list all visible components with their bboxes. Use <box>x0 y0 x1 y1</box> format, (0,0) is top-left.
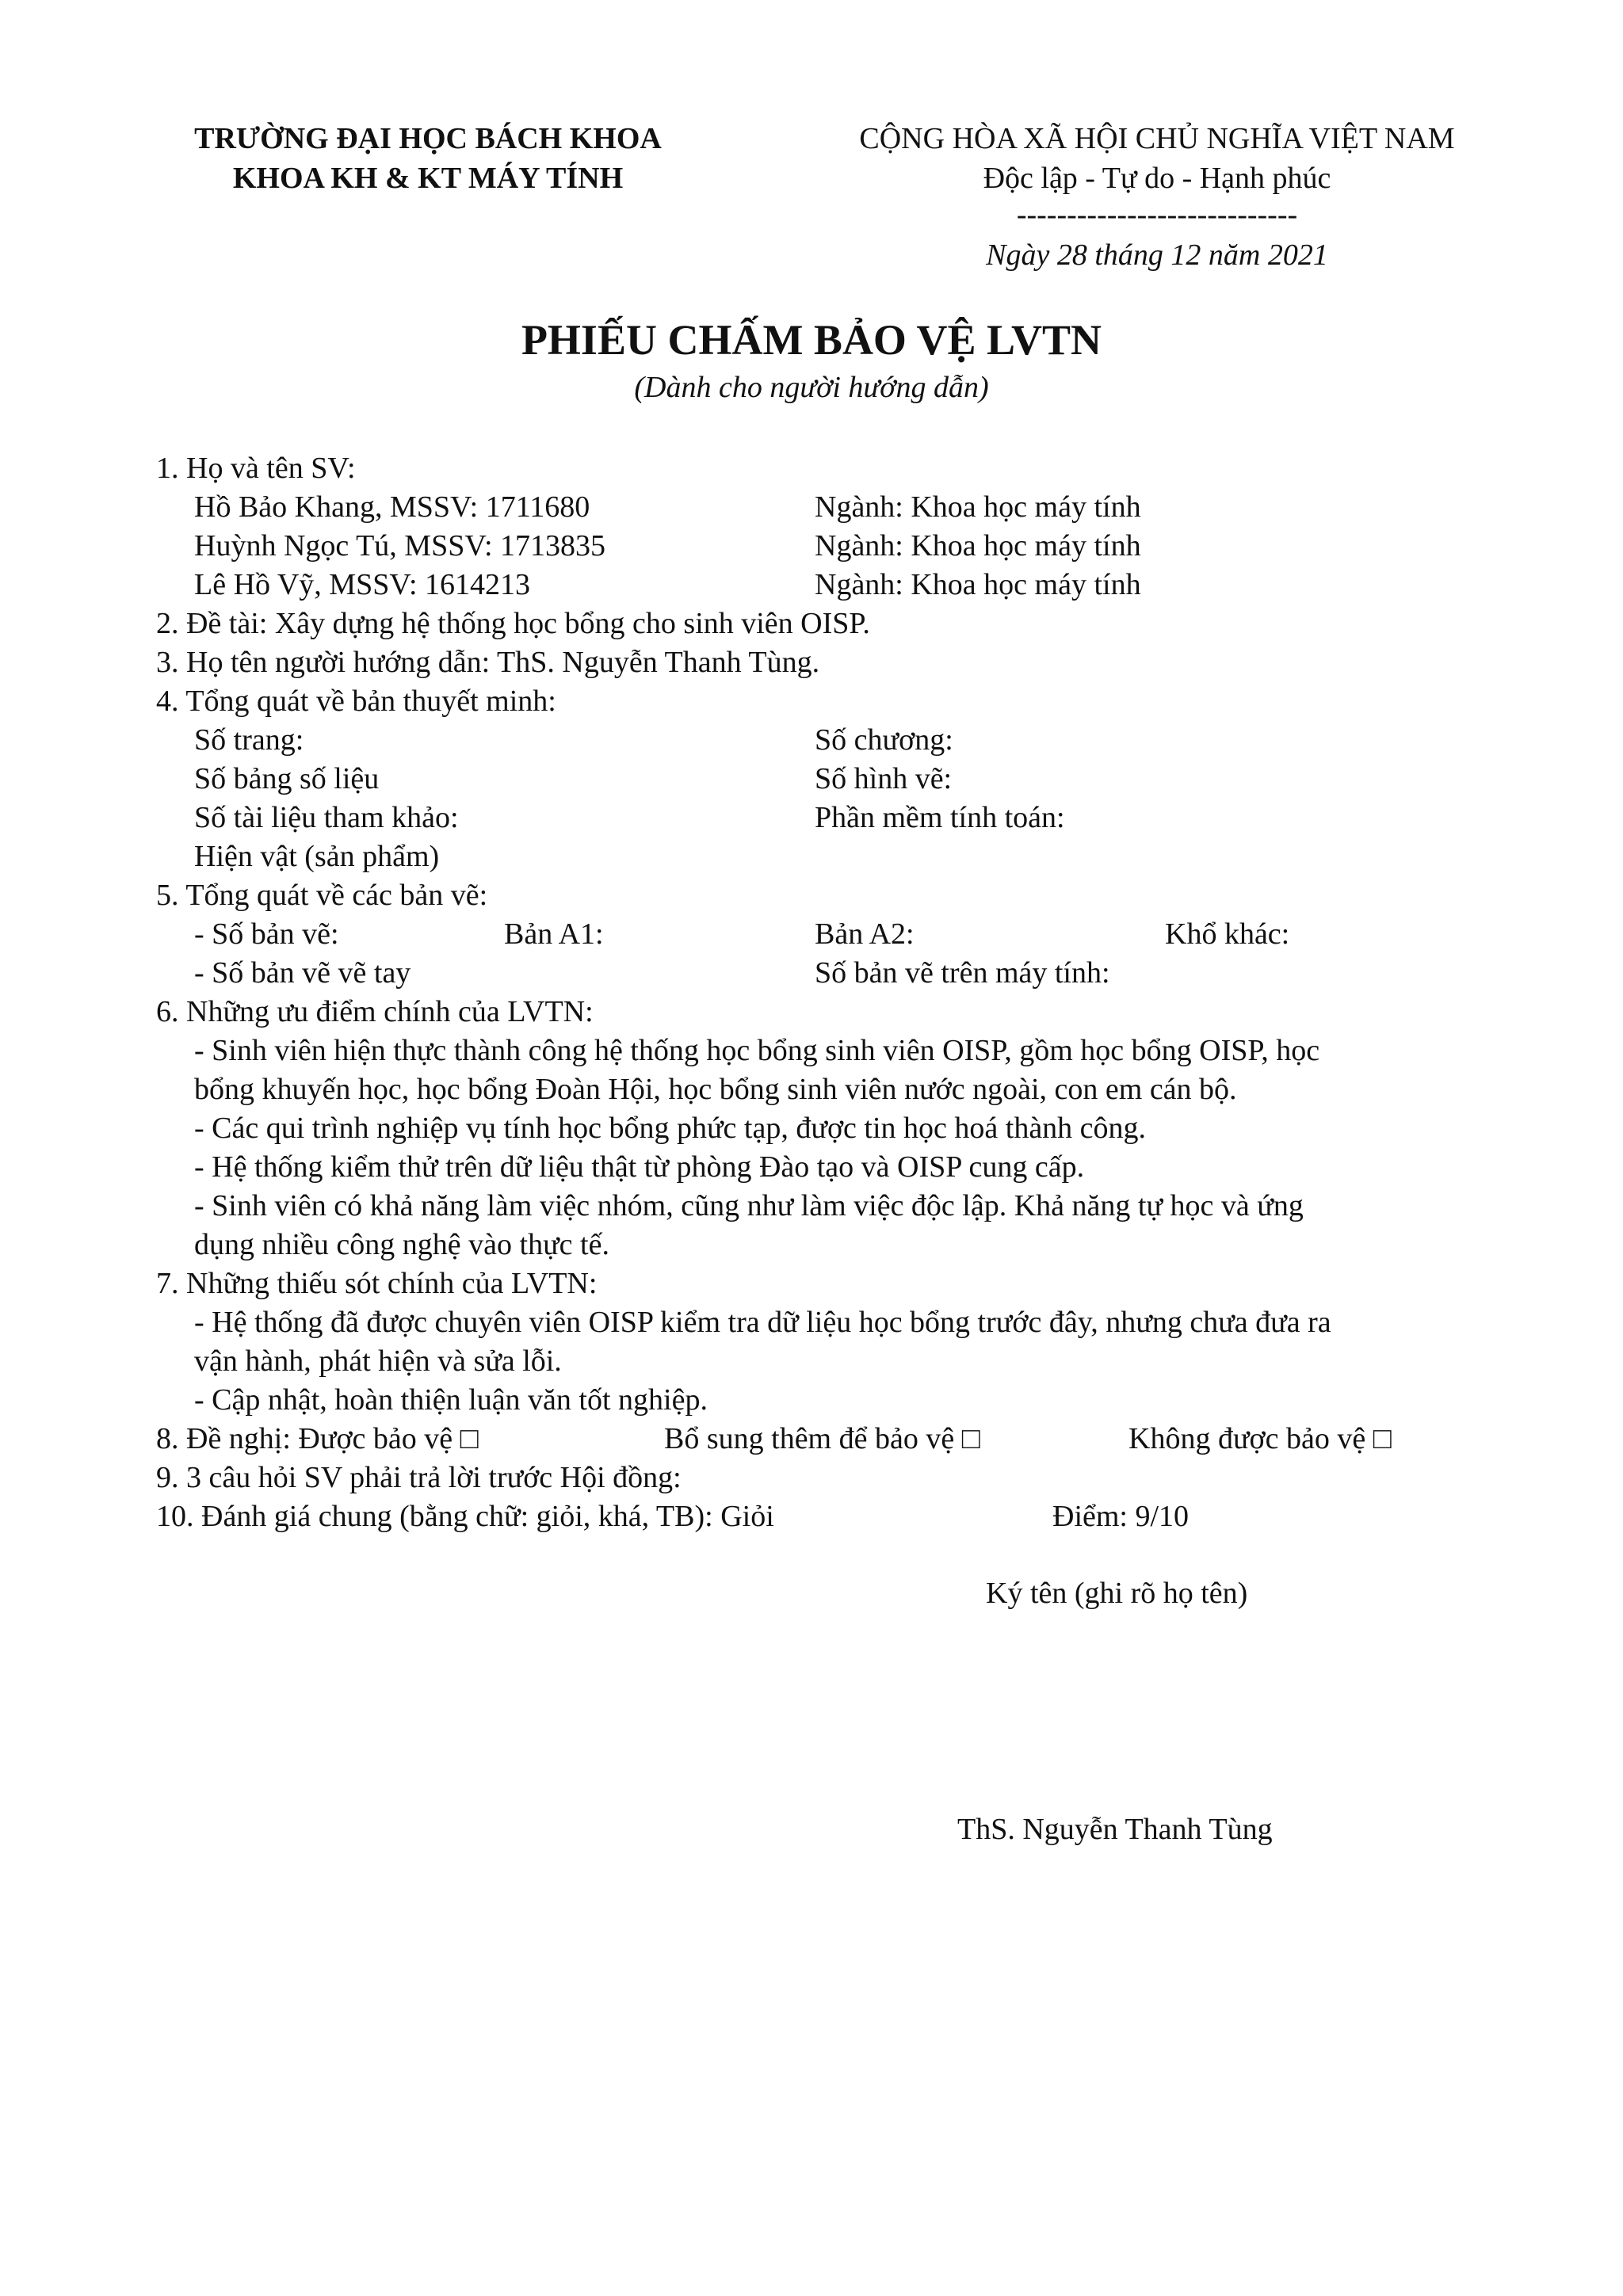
tables-count: Số bảng số liệu <box>194 762 380 795</box>
nation-name: CỘNG HÒA XÃ HỘI CHỦ NGHĨA VIỆT NAM <box>859 122 1455 155</box>
student-1-name: Hồ Bảo Khang, MSSV: 1711680 <box>194 490 590 524</box>
recommendation-not-defend: Không được bảo vệ □ <box>1128 1422 1392 1455</box>
strength-line: bổng khuyến học, học bổng Đoàn Hội, học bổng sinh viên nước ngoài, con em cán bộ. <box>194 1073 1237 1106</box>
figures-count: Số hình vẽ: <box>815 762 953 795</box>
section5-heading: 5. Tổng quát về các bản vẽ: <box>156 879 488 912</box>
student-1-major: Ngành: Khoa học máy tính <box>815 490 1141 524</box>
section4-heading: 4. Tổng quát về bản thuyết minh: <box>156 685 556 718</box>
other-size-count: Khổ khác: <box>1165 917 1290 951</box>
faculty-name: KHOA KH & KT MÁY TÍNH <box>232 162 624 195</box>
pages-count: Số trang: <box>194 723 304 757</box>
references-count: Số tài liệu tham khảo: <box>194 801 459 834</box>
a1-count: Bản A1: <box>504 917 604 951</box>
section7-heading: 7. Những thiếu sót chính của LVTN: <box>156 1267 598 1300</box>
form-title: PHIẾU CHẤM BẢO VỆ LVTN <box>521 316 1102 364</box>
chapters-count: Số chương: <box>815 723 953 757</box>
strength-line: dụng nhiều công nghệ vào thực tế. <box>194 1228 609 1261</box>
strength-line: - Sinh viên hiện thực thành công hệ thống học bổng sinh viên OISP, gồm học bổng OISP, học <box>194 1034 1320 1067</box>
computer-drawings-count: Số bản vẽ trên máy tính: <box>815 956 1110 990</box>
signature-label: Ký tên (ghi rõ họ tên) <box>986 1577 1248 1610</box>
recommendation-defend: 8. Đề nghị: Được bảo vệ □ <box>156 1422 479 1455</box>
weakness-line: vận hành, phát hiện và sửa lỗi. <box>194 1344 562 1378</box>
student-2-major: Ngành: Khoa học máy tính <box>815 529 1141 563</box>
form-subtitle: (Dành cho người hướng dẫn) <box>634 371 989 404</box>
signer-name: ThS. Nguyễn Thanh Tùng <box>957 1813 1273 1846</box>
section2-topic: 2. Đề tài: Xây dựng hệ thống học bổng cho sinh viên OISP. <box>156 607 870 640</box>
weakness-line: - Hệ thống đã được chuyên viên OISP kiểm tra dữ liệu học bổng trước đây, nhưng chưa đưa ra <box>194 1306 1331 1339</box>
national-motto: Độc lập - Tự do - Hạnh phúc <box>983 162 1331 195</box>
section1-heading: 1. Họ và tên SV: <box>156 452 356 485</box>
drawings-count: - Số bản vẽ: <box>194 917 339 951</box>
strength-line: - Sinh viên có khả năng làm việc nhóm, cũng như làm việc độc lập. Khả năng tự học và ứng <box>194 1189 1304 1222</box>
artifact: Hiện vật (sản phẩm) <box>194 840 440 873</box>
score: Điểm: 9/10 <box>1052 1500 1190 1533</box>
student-3-major: Ngành: Khoa học máy tính <box>815 568 1141 601</box>
strength-line: - Hệ thống kiểm thử trên dữ liệu thật từ phòng Đào tạo và OISP cung cấp. <box>194 1150 1085 1184</box>
section3-advisor: 3. Họ tên người hướng dẫn: ThS. Nguyễn Thanh Tùng. <box>156 646 820 679</box>
student-3-name: Lê Hồ Vỹ, MSSV: 1614213 <box>194 568 531 601</box>
section6-heading: 6. Những ưu điểm chính của LVTN: <box>156 995 594 1028</box>
weakness-line: - Cập nhật, hoàn thiện luận văn tốt nghiệp. <box>194 1383 708 1417</box>
student-2-name: Huỳnh Ngọc Tú, MSSV: 1713835 <box>194 529 606 563</box>
strength-line: - Các qui trình nghiệp vụ tính học bổng phức tạp, được tin học hoá thành công. <box>194 1112 1147 1145</box>
university-name: TRƯỜNG ĐẠI HỌC BÁCH KHOA <box>194 122 662 155</box>
recommendation-supplement: Bổ sung thêm để bảo vệ □ <box>664 1422 980 1455</box>
document-date: Ngày 28 tháng 12 năm 2021 <box>986 238 1328 272</box>
a2-count: Bản A2: <box>815 917 915 951</box>
hand-drawings-count: - Số bản vẽ vẽ tay <box>194 956 411 990</box>
header-divider: ---------------------------- <box>1016 198 1298 231</box>
software-used: Phần mềm tính toán: <box>815 801 1065 834</box>
overall-evaluation: 10. Đánh giá chung (bằng chữ: giỏi, khá, TB): Giỏi <box>156 1500 774 1533</box>
section9-questions: 9. 3 câu hỏi SV phải trả lời trước Hội đồng: <box>156 1461 682 1494</box>
